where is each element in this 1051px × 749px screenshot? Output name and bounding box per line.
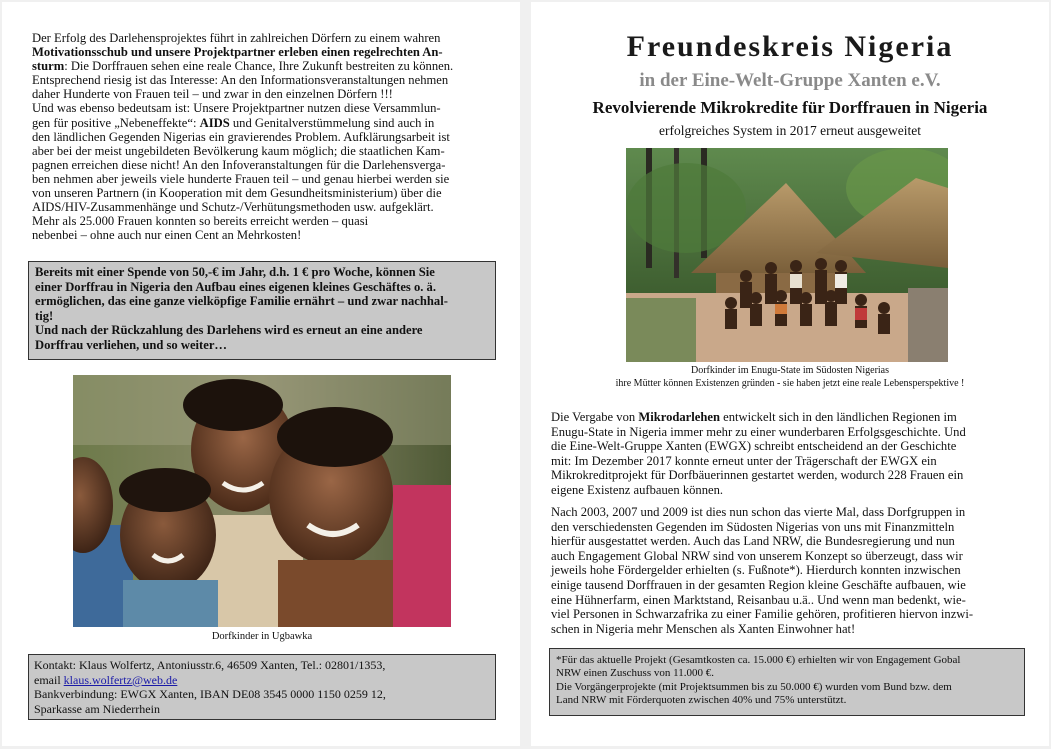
- text-line: Nach 2003, 2007 und 2009 ist dies nun schon das vierte Mal, dass Dorfgruppen in: [551, 505, 966, 519]
- text-span: und Genitalverstümmelung sind auch in: [229, 115, 435, 130]
- text-line: den ländlichen Gegenden Nigerias ein gravierendes Problem. Aufklärungsarbeit ist: [32, 129, 450, 144]
- text-line: Und was ebenso bedeutsam ist: Unsere Projektpartner nutzen diese Versammlun-: [32, 101, 441, 116]
- text-line: Kontakt: Klaus Wolfertz, Antoniusstr.6, 46509 Xanten, Tel.: 02801/1353,: [34, 658, 386, 672]
- text-line: Enugu-State in Nigeria immer mehr zu einer wunderbaren Erfolgsgeschichte. Und: [551, 424, 966, 439]
- headline: Revolvierende Mikrokredite für Dorffrauen in Nigeria: [592, 98, 988, 117]
- text-line: Dorffrau verliehen, und so weiter…: [35, 337, 228, 352]
- photo-caption: Dorfkinder in Ugbawka: [211, 631, 313, 642]
- text-line: [32, 45, 494, 59]
- text-line: Die Vorgängerprojekte (mit Projektsummen bis zu 50.000 €) wurden vom Bund bzw. dem: [556, 680, 952, 693]
- text-line: AIDS/HIV-Zusammenhänge und Schutz-/Verhütungsmethoden usw. aufgeklärt.: [32, 200, 434, 215]
- text-line: [32, 116, 494, 130]
- text-line: daher Hunderte von Frauen teil – und zwar in den einzelnen Dörfern !!!: [32, 87, 393, 102]
- caption-line: Dorfkinder im Enugu-State im Südosten Nigerias: [690, 365, 890, 376]
- text-line: [32, 59, 494, 73]
- right-page: [531, 2, 1049, 746]
- tagline: erfolgreiches System in 2017 erneut ausgeweitet: [658, 123, 922, 138]
- intro-paragraph: [32, 31, 494, 242]
- text-line: Mikrokreditprojekt für Dorfbäuerinnen gestartet werden, wodurch 228 Frauen ein: [551, 468, 964, 483]
- bold-text: Mikrodarlehen: [638, 410, 720, 424]
- page-subtitle: in der Eine-Welt-Gruppe Xanten e.V.: [639, 70, 941, 91]
- text-line: Entsprechend riesig ist das Interesse: An den Informationsveranstaltungen nehmen: [32, 73, 449, 88]
- children-photo: [73, 375, 451, 627]
- text-span: gen für positive „Nebeneffekte“:: [32, 115, 200, 130]
- bold-text: AIDS: [199, 115, 230, 130]
- text-line: [34, 673, 490, 688]
- left-page: [2, 2, 520, 746]
- text-line: *Für das aktuelle Projekt (Gesamtkosten ca. 15.000 €) erhielten wir von Engagement Gobal: [556, 654, 961, 666]
- text-line: pagnen erreichen diese nicht! An den Infoveranstaltungen für die Darlehensverga-: [32, 157, 446, 172]
- text-line: ben nehmen aber jeweils viele hunderte Frauen teil – und genau hierbei werden sie: [32, 171, 450, 186]
- children-photo-image: [73, 375, 451, 627]
- text-line: Und nach der Rückzahlung des Darlehens wird es erneut an eine andere: [35, 323, 423, 337]
- village-photo-image: [626, 148, 948, 362]
- text-line: von unseren Partnern (in Kooperation mit dem Gesundheitsministerium) über die: [32, 186, 442, 201]
- village-photo: [626, 148, 948, 362]
- text-line: viel Personen in Schwarzafrika zu einer Familie gehören, profitieren hiervon inzwi-: [551, 607, 974, 622]
- text-line: eigene Existenz aufbauen können.: [551, 482, 724, 497]
- text-line: schen in Nigeria mehr Menschen als Xanten Einwohner hat!: [551, 621, 856, 636]
- contact-box: [28, 654, 496, 720]
- text-line: NRW einen Zuschuss von 11.000 €.: [556, 667, 714, 680]
- text-span: Die Vergabe von: [551, 410, 639, 424]
- text-line: auch Engagement Global NRW sind von unserem Konzept so überzeugt, dass wir: [551, 548, 963, 563]
- text-line: Sparkasse am Niederrhein: [34, 701, 160, 716]
- text-line: einige tausend Dorffrauen in der gesamten Region kleine Geschäfte aufbauen, wie: [551, 577, 966, 592]
- text-line: tig!: [35, 308, 54, 323]
- text-line: die Eine-Welt-Gruppe Xanten (EWGX) schreibt entscheidend an der Geschichte: [551, 439, 957, 454]
- caption-line: ihre Mütter können Existenzen gründen - sie haben jetzt eine reale Lebensperspektive !: [615, 378, 965, 389]
- email-link[interactable]: klaus.wolfertz@web.de: [63, 672, 178, 687]
- donation-box: [28, 261, 496, 360]
- page-title: Freundeskreis Nigeria: [626, 30, 954, 63]
- text-line: aber bei der meist ungebildeten Bevölkerung kaum möglich; die staatlichen Kam-: [32, 143, 445, 158]
- text-line: eine Hühnerfarm, einen Marktstand, Reisanbau u.ä.. Und wenn man bedenkt, wie-: [551, 592, 966, 607]
- article-paragraph-1: [551, 410, 1027, 498]
- bold-text: Motivationsschub und unsere Projektpartner erleben einen regelrechten An-: [32, 45, 443, 60]
- text-line: Der Erfolg des Darlehensprojektes führt in zahlreichen Dörfern zu einem wahren: [32, 31, 441, 45]
- text-line: hierfür ausgestattet werden. Auch das Land NRW, die Bundesregierung und nun: [551, 534, 955, 549]
- text-span: entwickelt sich in den ländlichen Regionen im: [719, 410, 957, 424]
- text-line: mit: Im Dezember 2017 konnte erneut unter der Trägerschaft der EWGX ein: [551, 453, 937, 468]
- text-line: Mehr als 25.000 Frauen konnten so bereits erreicht werden – quasi: [32, 214, 369, 229]
- text-line: nebenbei – ohne auch nur einen Cent an Mehrkosten!: [32, 228, 302, 243]
- article-paragraph-2: [551, 505, 1027, 636]
- text-line: jeweils hohe Fördergelder erhielten (s. Fußnote*). Hierdurch konnten inzwischen: [551, 563, 961, 578]
- text-span: email: [34, 672, 64, 687]
- text-line: den verschiedensten Gegenden im Südosten Nigerias von uns mit Finanzmitteln: [551, 519, 955, 534]
- text-line: Bankverbindung: EWGX Xanten, IBAN DE08 3545 0000 1150 0259 12,: [34, 687, 386, 702]
- text-span: : Die Dorffrauen sehen eine reale Chance, Ihre Zukunft bestreiten zu können.: [64, 59, 454, 74]
- text-line: Bereits mit einer Spende von 50,-€ im Jahr, d.h. 1 € pro Woche, können Sie: [35, 265, 435, 279]
- text-line: ermöglichen, das eine ganze vielköpfige Familie ernährt – und zwar nachhal-: [35, 294, 448, 308]
- footnote-box: [549, 648, 1025, 716]
- text-line: einer Dorffrau in Nigeria den Aufbau eines eigenen kleines Geschäftes o. ä.: [35, 279, 436, 294]
- bold-text: sturm: [32, 59, 65, 74]
- photo-caption: [531, 364, 1049, 390]
- text-line: Land NRW mit Förderquoten zwischen 40% und 75% unterstützt.: [556, 693, 847, 706]
- text-line: [551, 410, 1027, 425]
